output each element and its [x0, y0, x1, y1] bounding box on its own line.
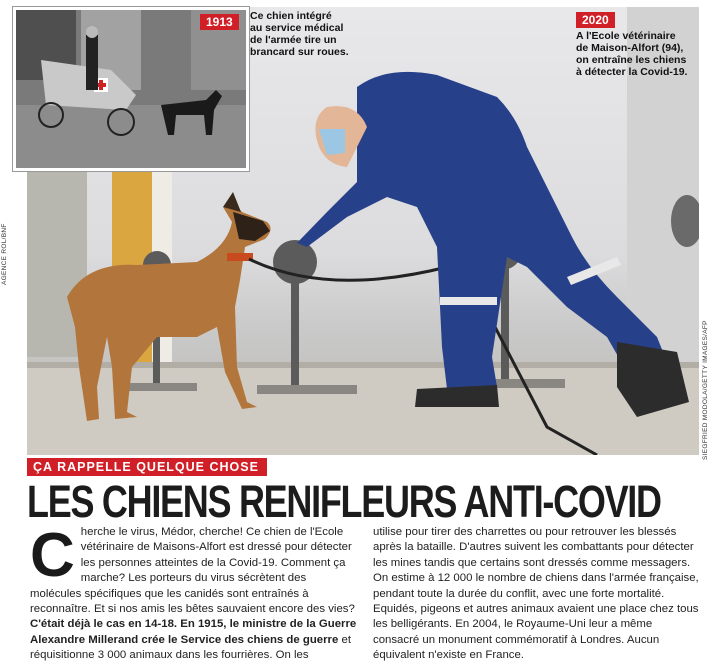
column-1-bold: C'était déjà le cas en 14-18. En 1915, le ministre de la Guerre Alexandre Millerand crée le Service des chiens de guerre [30, 618, 357, 646]
inset-year-badge: 1913 [200, 14, 239, 30]
historic-cart-illustration [16, 10, 246, 168]
inset-photo-1913 [13, 7, 249, 171]
article-column-1 [30, 521, 360, 664]
photo-credit-right: SIEGFRIED MODOLA/GETTY IMAGES/AFP [702, 320, 709, 460]
article-column-2: utilise pour tirer des charrettes ou pour retrouver les blessés après la bataille. D'autres suivent les combattants pour détecter les mines tandis que certains sont dressés comme messagers. On estime à 12 000 le nombre de chiens dans l'armée française, pendant toute la durée du conflit, avec une forte mortalité. Equidés, pigeons et autres animaux avaient une place chez tous les belligérants. En 2004, le Royaume-Uni leur a même consacré un monument commémoratif à Londres. Aucun équivalent n'existe en France. [373, 526, 699, 662]
article-headline: LES CHIENS RENIFLEURS ANTI-COVID [27, 476, 661, 527]
inset-caption: Ce chien intégré au service médical de l'armée tire un brancard sur roues. [250, 10, 349, 58]
column-1-intro: herche le virus, Médor, cherche! Ce chien de l'Ecole vétérinaire de Maisons-Alfort est dressé pour détecter les personnes atteintes de la Covid-19. Comment ça marche? Les porteurs du virus sécrètent des molécules spécifiques que les canidés sont entraînés à reconnaître. Et si nos amis les bêtes sauvaient encore des vies? [30, 526, 355, 616]
section-kicker: ÇA RAPPELLE QUELQUE CHOSE [27, 458, 267, 476]
column-1-end: et réquisitionne 3 000 animaux dans les fourrières. On les [30, 633, 351, 662]
main-year-badge: 2020 [576, 12, 615, 28]
drop-cap: C [30, 521, 75, 590]
main-caption: A l'Ecole vétérinaire de Maison-Alfort (94), on entraîne les chiens à détecter la Covid-19. [576, 30, 688, 78]
photo-credit-left: AGENCE ROL/BNF [1, 223, 8, 285]
